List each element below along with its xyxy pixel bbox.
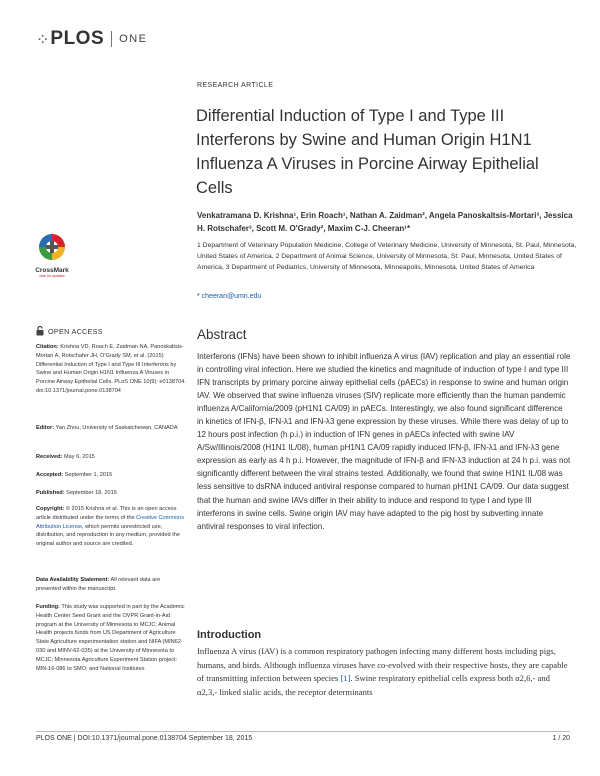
citation-label: Citation: — [36, 344, 59, 350]
logo-divider — [111, 31, 112, 47]
citation-text: Krishna VD, Roach E, Zaidman NA, Panoskaltsis-Mortari A, Rotschafer JH, O'Grady SM, et al. (2015) Differential Induction of Type I and Type III Interferons by Swine and Human Origin H1N1 Influenza A Viruses in Porcine Airway Epithelial Cells. PLoS ONE 10(9): e0138704. doi:10.1371/journal.pone.0138704 — [36, 344, 186, 394]
plos-dots-icon: ⁘ — [36, 29, 49, 49]
author-list: Venkatramana D. Krishna¹, Erin Roach¹, Nathan A. Zaidman², Angela Panoskaltsis-Mortari³, Jessica H. Rotschafer³, Scott M. O'Grady², Maxim C-J. Cheeran¹* — [197, 211, 573, 233]
logo-wordmark: PLOS — [50, 28, 105, 49]
footer-citation: PLOS ONE | DOI:10.1371/journal.pone.0138704 September 18, 2015 — [36, 735, 253, 742]
data-availability-text: All relevant data are presented within the manuscript. — [36, 577, 161, 592]
received-block — [36, 453, 186, 462]
editor-text: Yan Zhou, University of Saskatchewan, CANADA — [55, 425, 178, 431]
editor-block — [36, 424, 186, 433]
crossmark-icon — [37, 232, 67, 266]
article-type: RESEARCH ARTICLE — [197, 82, 274, 89]
open-lock-icon — [36, 326, 44, 336]
received-date: May 6, 2015 — [64, 454, 95, 460]
abstract-text: Interferons (IFNs) have been shown to inhibit influenza A virus (IAV) replication and play an essential role in controlling viral infection. Here we studied the kinetics and magnitude of induction of type I and type III IFN transcripts by primary porcine airway epithelial cells (pAECs) in response to swine and human origin IAV. We observed that swine influenza viruses (SIV) replicate more efficiently than the human pandemic influenza A/California/2009 (pH1N1 CA/09) in pAECs. Interestingly, we also found significant difference in kinetics of IFN-β, IFN-λ1 and IFN-λ3 gene expression by these viruses. While there was delay of up to 12 hours post infection (h p.i.) in induction of IFN genes in pAECs infected with swine IAV A/Sw/Illinois/2008 (H1N1 IL/08), human pH1N1 CA/09 rapidly induced IFN-β, IFN-λ1 and IFN-λ3 gene expression as early as 4 h p.i. However, the magnitude of IFN-β and IFN-λ3 induction at 24 h p.i. was not significantly different between the viral strains tested. Additionally, we found that swine H1N1 IL/08 was less sensitive to dsRNA induced antiviral response compared to human pH1N1 CA/09. Our data suggest that the human and swine IAVs differ in their ability to induce and respond to type I and type III interferons in swine cells. Swine origin IAV may have adapted to the pig host by subverting innate antiviral responses to viral infection. — [197, 352, 571, 531]
published-date: September 18, 2015 — [66, 490, 117, 496]
funding-text: This study was supported in part by the Academic Health Center Seed Grant and the OVPR Grant-in-Aid program at the University of Minnesota to MCJC; Animal Health projects funds from US Department of Agriculture State Agriculture experimentation station and NIFA (MIN62-030 and MINV-62-035) at the University of Minnesota to MCJC; Minnesota Agriculture Experiment Station project: MIN-16-086 to SMO; and National Institutes — [36, 604, 185, 672]
footer-rule — [36, 731, 570, 732]
logo-journal: ONE — [119, 33, 148, 45]
page-footer — [36, 735, 570, 742]
funding-label: Funding: — [36, 604, 60, 610]
accepted-label: Accepted: — [36, 472, 64, 478]
received-label: Received: — [36, 454, 63, 460]
page-number: 1 / 20 — [552, 735, 570, 742]
copyright-label: Copyright: — [36, 506, 65, 512]
accepted-block — [36, 471, 186, 480]
crossmark-label: CrossMark — [35, 267, 69, 274]
abstract-heading: Abstract — [197, 327, 247, 342]
reference-link[interactable]: [1] — [340, 673, 351, 684]
affiliations: 1 Department of Veterinary Population Medicine, College of Veterinary Medicine, University of Minnesota, St. Paul, Minnesota, United States of America, 2 Department of Animal Science, University of Minnesota, St. Paul, Minnesota, United States of America, 3 Department of Pediatrics, University of Minnesota, Minneapolis, Minnesota, United States of America — [197, 242, 577, 271]
copyright-pre: © 2015 Krishna et al. This is an open access article distributed under the terms of the — [36, 506, 177, 521]
published-label: Published: — [36, 490, 65, 496]
crossmark-sub: click for updates — [39, 274, 65, 278]
citation-block — [36, 343, 186, 396]
copyright-post: , which permits unrestricted use, distribution, and reproduction in any medium, provided the original author and source are credited. — [36, 523, 180, 548]
open-access-label: OPEN ACCESS — [48, 326, 103, 336]
intro-text-post: . Swine respiratory epithelial cells express both α2,6,- and α2,3,- linked sialic acids, the receptor determinants — [197, 673, 550, 697]
open-access-badge — [36, 326, 103, 336]
introduction-heading: Introduction — [197, 629, 262, 641]
crossmark-badge[interactable] — [30, 232, 74, 278]
article-title: Differential Induction of Type I and Type III Interferons by Swine and Human Origin H1N1 Influenza A Viruses in Porcine Airway Epithelial Cells — [196, 107, 539, 197]
plos-one-logo[interactable] — [36, 28, 147, 50]
intro-text-pre: Influenza A virus (IAV) is a common respiratory pathogen infecting many different hosts including pigs, humans, and birds. Although influenza viruses have co-evolved with their respective hosts, they are capable of transmitting infection between species — [197, 646, 568, 684]
funding-block — [36, 603, 186, 673]
copyright-block — [36, 505, 186, 549]
published-block — [36, 489, 186, 498]
email-link[interactable]: cheeran@umn.edu — [201, 293, 262, 300]
data-availability-block — [36, 576, 186, 594]
corresponding-email[interactable]: * cheeran@umn.edu — [197, 293, 262, 300]
license-link[interactable]: Creative Commons Attribution License — [36, 514, 184, 530]
data-availability-label: Data Availability Statement: — [36, 577, 110, 583]
accepted-date: September 1, 2015 — [64, 472, 113, 478]
introduction-text — [197, 645, 569, 699]
editor-label: Editor: — [36, 425, 55, 431]
